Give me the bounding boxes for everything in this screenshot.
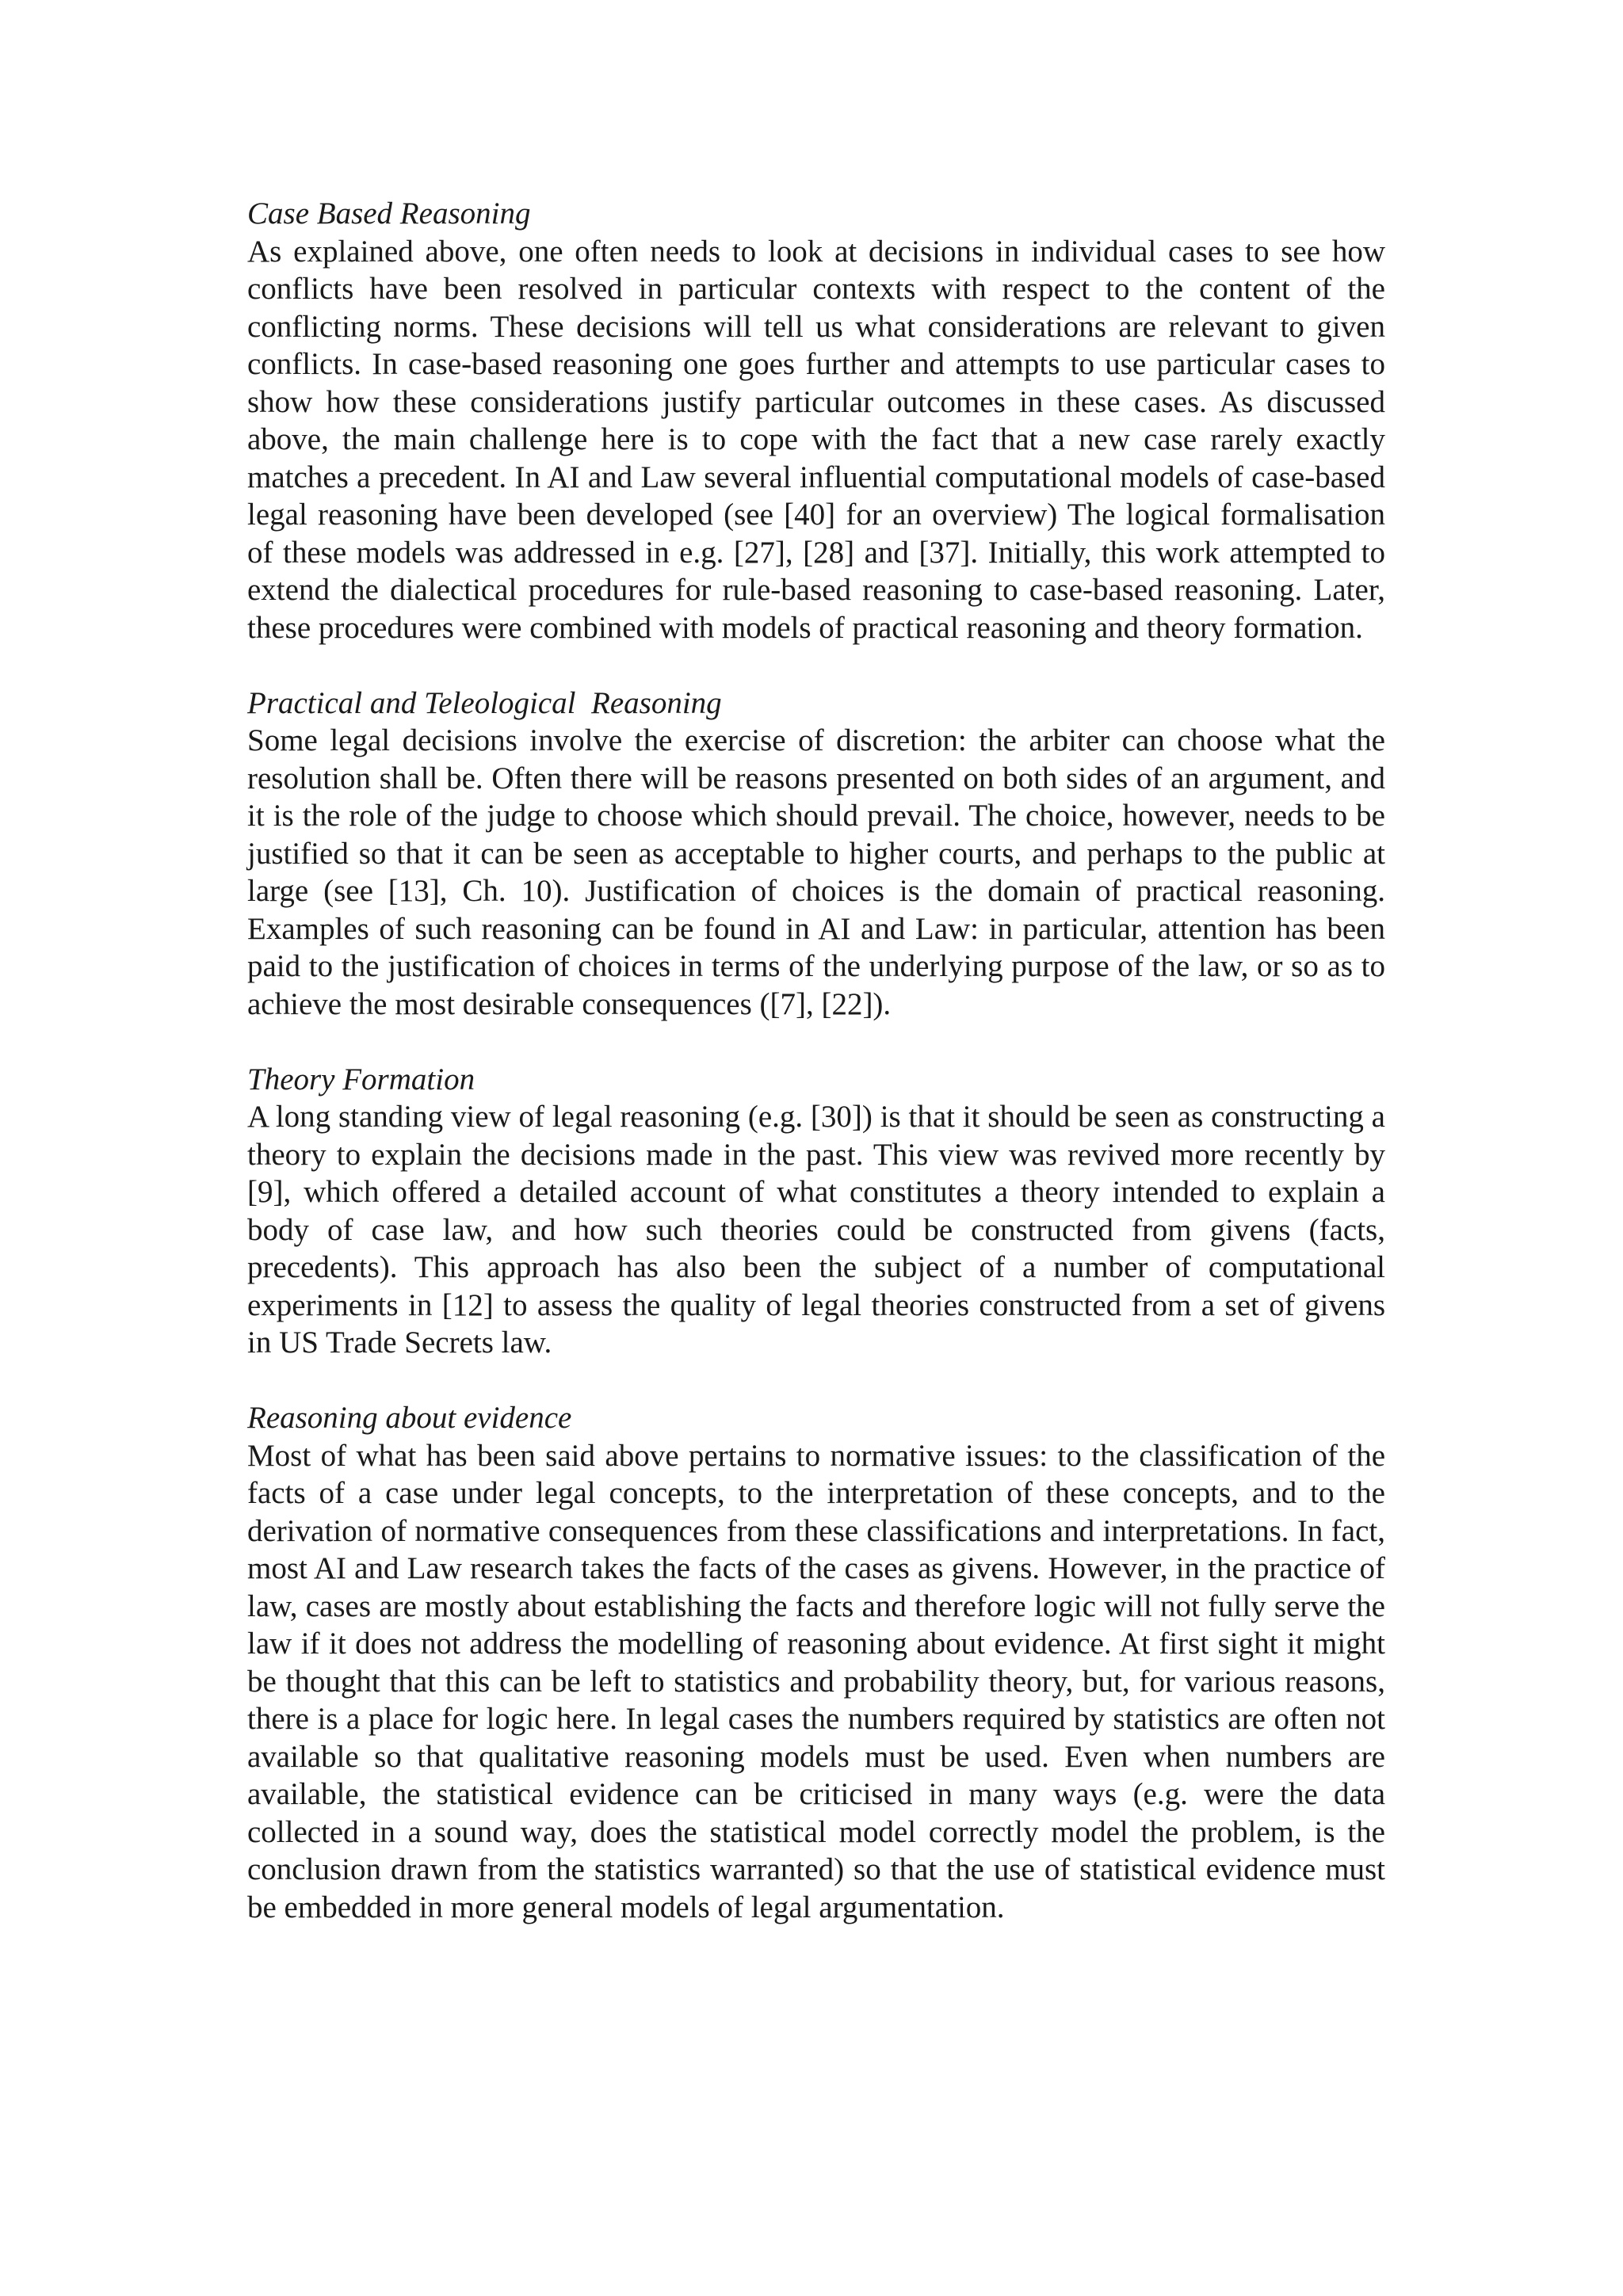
section-paragraph: As explained above, one often needs to look at decisions in individual cases to see how conflicts have been resolved in particular contexts with respect to the content of the conflicting norms. These decisions will tell us what considerations are relevant to given conflicts. In case-based reasoning one goes further and attempts to use particular cases to show how these considerations justify particular outcomes in these cases. As discussed above, the main challenge here is to cope with the fact that a new case rarely exactly matches a precedent. In AI and Law several influential computational models of case-based legal reasoning have been developed (see [40] for an overview) The logical formalisation of these models was addressed in e.g. [27], [28] and [37]. Initially, this work attempted to extend the dialectical procedures for rule-based reasoning to case-based reasoning. Later, these procedures were combined with models of practical reasoning and theory formation. [247,234,1385,645]
section-heading: Theory Formation [247,1062,475,1097]
section-heading: Practical and Teleological Reasoning [247,685,722,720]
section-paragraph: A long standing view of legal reasoning (e.g. [30]) is that it should be seen as constructing a theory to explain the decisions made in the past. This view was revived more recently by [9], which offered a detailed account of what constitutes a theory intended to explain a body of case law, and how such theories could be constructed from givens (facts, precedents). This approach has also been the subject of a number of computational experiments in [12] to assess the quality of legal theories constructed from a set of givens in US Trade Secrets law. [247,1100,1385,1360]
section-practical-teleological-reasoning [247,685,1385,1024]
section-heading: Reasoning about evidence [247,1401,572,1435]
section-case-based-reasoning [247,195,1385,646]
section-reasoning-about-evidence [247,1399,1385,1926]
document-page [247,195,1385,1964]
section-theory-formation [247,1061,1385,1362]
section-heading: Case Based Reasoning [247,196,531,231]
section-paragraph: Some legal decisions involve the exercise of discretion: the arbiter can choose what the resolution shall be. Often there will be reasons presented on both sides of an argument, and it is the role of the judge to choose which should prevail. The choice, however, needs to be justified so that it can be seen as acceptable to higher courts, and perhaps to the public at large (see [13], Ch. 10). Justification of choices is the domain of practical reasoning. Examples of such reasoning can be found in AI and Law: in particular, attention has been paid to the justification of choices in terms of the underlying purpose of the law, or so as to achieve the most desirable consequences ([7], [22]). [247,723,1385,1021]
section-paragraph: Most of what has been said above pertains to normative issues: to the classification of the facts of a case under legal concepts, to the interpretation of these concepts, and to the derivation of normative consequences from these classifications and interpretations. In fact, most AI and Law research takes the facts of the cases as givens. However, in the practice of law, cases are mostly about establishing the facts and therefore logic will not fully serve the law if it does not address the modelling of reasoning about evidence. At first sight it might be thought that this can be left to statistics and probability theory, but, for various reasons, there is a place for logic here. In legal cases the numbers required by statistics are often not available so that qualitative reasoning models must be used. Even when numbers are available, the statistical evidence can be criticised in many ways (e.g. were the data collected in a sound way, does the statistical model correctly model the problem, is the conclusion drawn from the statistics warranted) so that the use of statistical evidence must be embedded in more general models of legal argumentation. [247,1438,1385,1924]
